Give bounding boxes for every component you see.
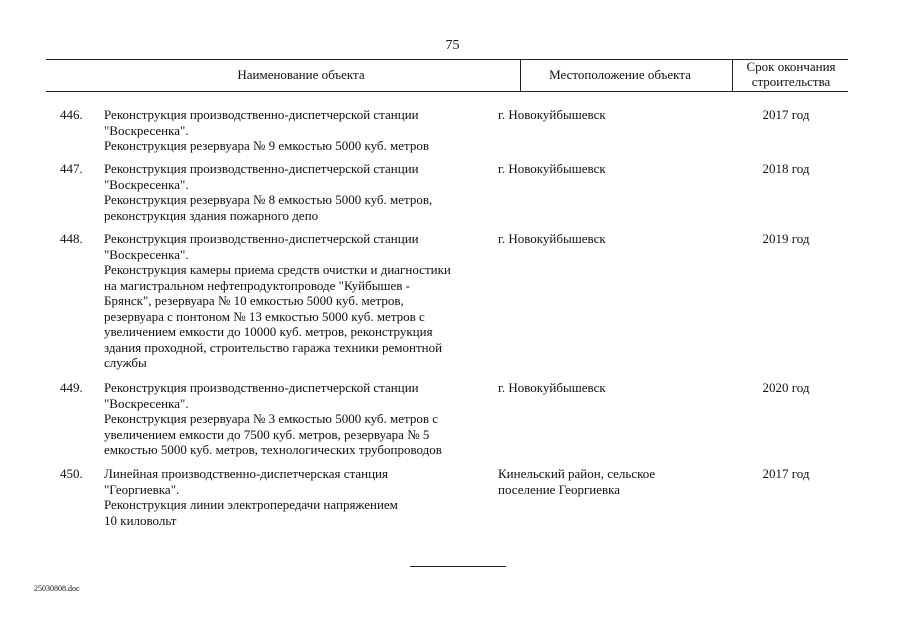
- header-divider: [732, 59, 733, 91]
- completion-term: 2019 год: [762, 231, 810, 246]
- completion-term: 2020 год: [762, 380, 810, 395]
- footer-line: [410, 566, 506, 567]
- object-location: [498, 380, 698, 396]
- table-header: [46, 59, 848, 91]
- header-term: [736, 59, 846, 89]
- row-number: 446.: [60, 107, 83, 122]
- row-number: 450.: [60, 466, 83, 481]
- completion-term: 2018 год: [762, 161, 810, 176]
- object-name-line: увеличением емкости до 10000 куб. метров, реконструкция: [104, 324, 433, 339]
- object-name-line: "Воскресенка".: [104, 246, 189, 262]
- object-name-line: Брянск", резервуара № 10 емкостью 5000 куб. метров,: [104, 293, 404, 308]
- object-name-line: резервуара с понтоном № 13 емкостью 5000 куб. метров с: [104, 308, 425, 324]
- header-name: Наименование объекта: [237, 67, 365, 82]
- object-name-line: "Воскресенка".: [104, 395, 189, 411]
- row-number: 447.: [60, 161, 83, 176]
- object-location-line: г. Новокуйбышевск: [498, 107, 606, 122]
- object-name: [104, 107, 488, 154]
- object-name-line: "Воскресенка".: [104, 176, 189, 192]
- header-bottom-rule: [46, 91, 848, 92]
- object-name-line: "Георгиевка".: [104, 481, 180, 497]
- object-name-line: Реконструкция камеры приема средств очистки и диагностики: [104, 262, 451, 277]
- object-location-line: г. Новокуйбышевск: [498, 380, 606, 395]
- object-name-line: реконструкция здания пожарного депо: [104, 207, 319, 223]
- object-location: [498, 231, 698, 247]
- object-name-line: службы: [104, 355, 147, 370]
- header-divider: [520, 59, 521, 91]
- object-name-line: Реконструкция производственно-диспетчерской станции: [104, 231, 419, 246]
- object-location-line: Кинельский район, сельское: [498, 466, 656, 481]
- object-name: [104, 466, 488, 528]
- object-name-line: Реконструкция резервуара № 8 емкостью 5000 куб. метров,: [104, 192, 433, 207]
- object-name-line: Реконструкция производственно-диспетчерской станции: [104, 161, 419, 176]
- object-name-line: увеличением емкости до 7500 куб. метров, резервуара № 5: [104, 426, 430, 442]
- file-name: 25030808.doc: [34, 584, 80, 593]
- object-name-line: Реконструкция линии электропередачи напряжением: [104, 497, 398, 512]
- object-name-line: Линейная производственно-диспетчерская станция: [104, 466, 388, 481]
- completion-term: 2017 год: [762, 107, 810, 122]
- object-name: [104, 380, 488, 458]
- object-location: [498, 107, 698, 123]
- page-number: 75: [445, 38, 460, 53]
- object-name: [104, 231, 488, 371]
- object-location: [498, 466, 698, 497]
- object-location-line: г. Новокуйбышевск: [498, 231, 606, 246]
- object-location: [498, 161, 698, 177]
- object-name-line: емкостью 5000 куб. метров, технологических трубопроводов: [104, 442, 442, 457]
- row-number: 449.: [60, 380, 83, 395]
- object-name-line: Реконструкция производственно-диспетчерской станции: [104, 380, 419, 395]
- object-location-line: поселение Георгиевка: [498, 481, 621, 497]
- object-name-line: здания проходной, строительство гаража техники ремонтной: [104, 339, 443, 355]
- object-name-line: 10 киловольт: [104, 512, 177, 528]
- object-location-line: г. Новокуйбышевск: [498, 161, 606, 176]
- header-term-line1: Срок окончания: [746, 59, 836, 74]
- object-name-line: Реконструкция резервуара № 9 емкостью 5000 куб. метров: [104, 138, 430, 153]
- object-name-line: "Воскресенка".: [104, 122, 189, 138]
- header-location: Местоположение объекта: [549, 67, 691, 82]
- header-term-line2: строительства: [751, 74, 831, 89]
- completion-term: 2017 год: [762, 466, 810, 481]
- object-name-line: Реконструкция производственно-диспетчерской станции: [104, 107, 419, 122]
- row-number: 448.: [60, 231, 83, 246]
- object-name-line: Реконструкция резервуара № 3 емкостью 5000 куб. метров с: [104, 411, 439, 426]
- object-name-line: на магистральном нефтепродуктопроводе "Куйбышев -: [104, 277, 410, 293]
- object-name: [104, 161, 488, 223]
